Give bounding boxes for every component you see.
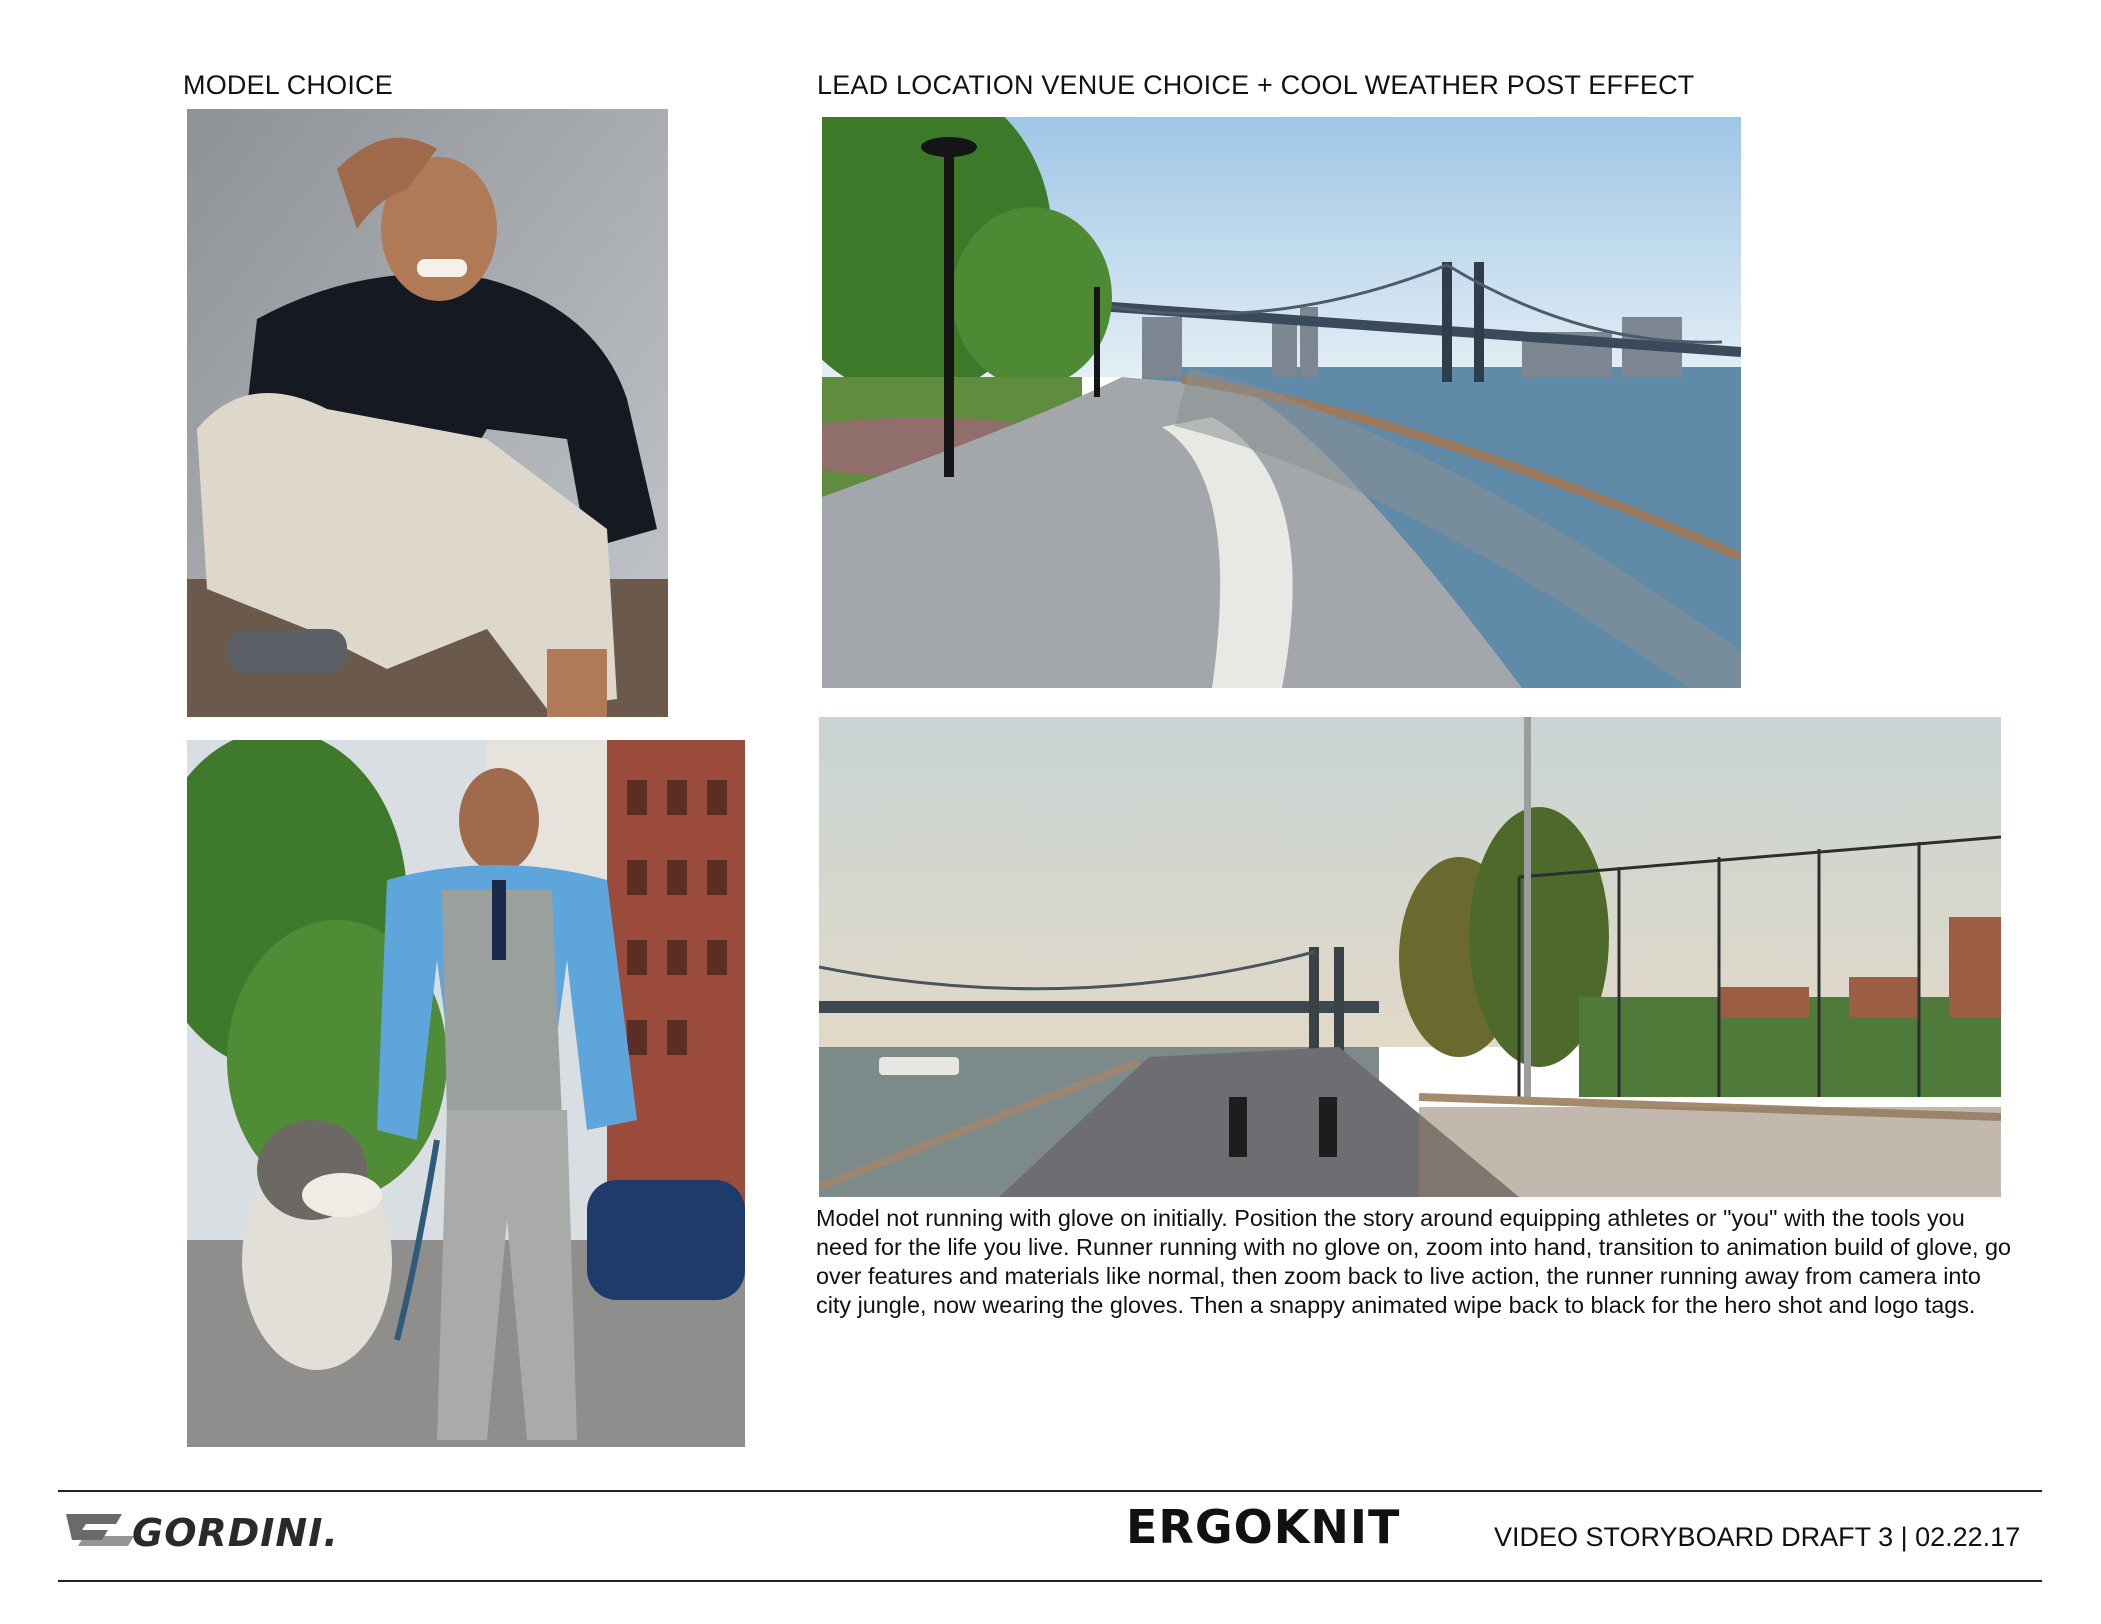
storyboard-draft-note: VIDEO STORYBOARD DRAFT 3 | 02.22.17 — [1494, 1522, 2021, 1552]
bridge-park-photo — [819, 717, 2001, 1197]
footer-top-rule — [58, 1490, 2042, 1492]
model-seated-photo — [187, 109, 668, 717]
riverside-walkway-photo — [822, 117, 1741, 688]
model-walking-photo — [187, 740, 745, 1447]
ergoknit-brand: ERGOKNIT — [1126, 1500, 1401, 1554]
gordini-logo-text: GORDINI. — [132, 1511, 339, 1552]
location-choice-label: LEAD LOCATION VENUE CHOICE + COOL WEATHER POST EFFECT — [817, 70, 1695, 100]
storyboard-description: Model not running with glove on initially. Position the story around equipping athletes or "you" with the tools you need for the life you live. Runner running with no glove on, zoom into hand, transition to animation build of glove, go over features and materials like normal, then zoom back to live action, the runner running away from camera into city jungle, now wearing the gloves. Then a snappy animated wipe back to black for the hero shot and logo tags. — [816, 1205, 2011, 1318]
gordini-logo — [64, 1508, 342, 1552]
footer-bottom-rule — [58, 1580, 2042, 1582]
model-choice-label: MODEL CHOICE — [183, 70, 393, 100]
